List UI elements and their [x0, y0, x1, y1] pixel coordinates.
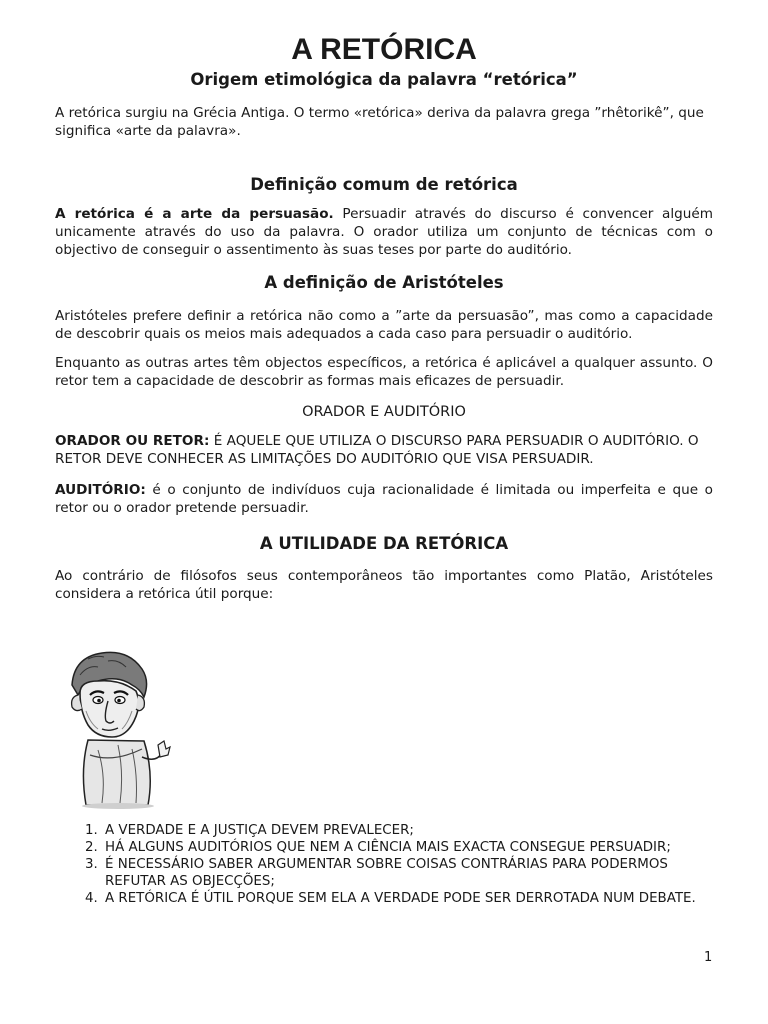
page-title: A RETÓRICA — [291, 33, 477, 66]
aristoteles-paragraph-1: Aristóteles prefere definir a retórica não como a ”arte da persuasão”, mas como a capacidade de descobrir quais os meios mais adequados a cada caso para persuadir o auditório. — [55, 308, 713, 342]
orador-text: É AQUELE QUE UTILIZA O DISCURSO PARA PERSUADIR O AUDITÓRIO. O RETOR DEVE CONHECER AS LIMITAÇÕES DO AUDITÓRIO QUE VISA PERSUADIR. — [55, 433, 699, 467]
definicao-paragraph — [55, 205, 713, 259]
page-number: 1 — [704, 950, 713, 965]
list-item: 2. HÁ ALGUNS AUDITÓRIOS QUE NEM A CIÊNCIA MAIS EXACTA CONSEGUE PERSUADIR; — [102, 839, 722, 856]
aristotle-caricature-icon — [58, 645, 186, 810]
orador-label: ORADOR OU RETOR: — [55, 433, 210, 449]
definicao-lead: A retórica é a arte da persuasão. — [55, 206, 334, 222]
orador-paragraph — [55, 432, 713, 468]
aristoteles-paragraph-2: Enquanto as outras artes têm objectos específicos, a retórica é aplicável a qualquer assunto. O retor tem a capacidade de descobrir as formas mais eficazes de persuadir. — [55, 355, 713, 389]
page-subtitle: Origem etimológica da palavra “retórica” — [190, 70, 578, 89]
list-item: 4. A RETÓRICA É ÚTIL PORQUE SEM ELA A VERDADE PODE SER DERROTADA NUM DEBATE. — [102, 890, 722, 907]
utilidade-list — [60, 822, 722, 907]
document-page — [55, 30, 713, 603]
heading-utilidade: A UTILIDADE DA RETÓRICA — [259, 534, 509, 553]
heading-aristoteles: A definição de Aristóteles — [264, 273, 504, 292]
utilidade-intro: Ao contrário de filósofos seus contemporâneos tão importantes como Platão, Aristóteles considera a retórica útil porque: — [55, 568, 713, 602]
definicao-text: Persuadir através do discurso é convencer alguém unicamente através do uso da palavra. O orador utiliza um conjunto de técnicas com o objectivo de conseguir o assentimento às suas teses por parte do auditório. — [55, 206, 713, 258]
list-item: 1. A VERDADE E A JUSTIÇA DEVEM PREVALECER; — [102, 822, 722, 839]
list-item: 3. É NECESSÁRIO SABER ARGUMENTAR SOBRE COISAS CONTRÁRIAS PARA PODERMOS REFUTAR AS OBJECÇÕES; — [102, 856, 722, 890]
auditorio-paragraph — [55, 481, 713, 517]
heading-orador-auditorio: ORADOR E AUDITÓRIO — [302, 404, 466, 420]
auditorio-label: AUDITÓRIO: — [55, 482, 146, 498]
intro-paragraph: A retórica surgiu na Grécia Antiga. O termo «retórica» deriva da palavra grega ”rhêtorikê”, que significa «arte da palavra». — [55, 105, 704, 139]
heading-definicao: Definição comum de retórica — [250, 175, 518, 194]
auditorio-text: é o conjunto de indivíduos cuja racionalidade é limitada ou imperfeita e que o retor ou o orador pretende persuadir. — [55, 482, 713, 516]
